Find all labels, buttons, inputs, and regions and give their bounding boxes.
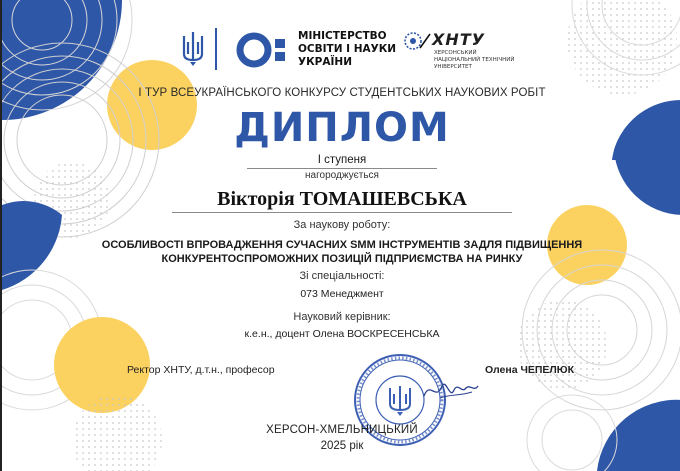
- work-title-line-1: ОСОБЛИВОСТІ ВПРОВАДЖЕННЯ СУЧАСНИХ SMM ІНСТРУМЕНТІВ ЗАДЛЯ ПІДВИЩЕННЯ: [101, 239, 583, 251]
- city: ХЕРСОН-ХМЕЛЬНИЦЬКИЙ: [266, 424, 418, 436]
- degree-underline: [247, 168, 437, 169]
- ministry-name: [298, 30, 396, 69]
- work-title-line-2: КОНКУРЕНТОСПРОМОЖНИХ ПОЗИЦІЙ ПІДПРИЄМСТВА НА РИНКУ: [161, 253, 523, 265]
- signer-title: Ректор ХНТУ, д.т.н., професор: [127, 364, 275, 376]
- recipient-underline: [172, 212, 512, 213]
- trident-icon: [180, 30, 206, 73]
- work-label: За наукову роботу:: [293, 219, 391, 231]
- awarded-label: нагороджується: [305, 170, 379, 181]
- university-line-1: ХЕРСОНСЬКИЙ: [434, 50, 477, 56]
- university-line-3: УНІВЕРСИТЕТ: [434, 64, 472, 70]
- supervisor-value: к.е.н., доцент Олена ВОСКРЕСЕНСЬКА: [244, 328, 440, 340]
- work-title: [2, 238, 680, 266]
- year: 2025 рік: [320, 440, 364, 452]
- university-logo-text: ХНТУ: [432, 30, 485, 49]
- ministry-logo-icon: [235, 30, 295, 75]
- university-logo-icon: [402, 30, 432, 57]
- university-name: [434, 50, 515, 71]
- recipient-name: Вікторія ТОМАШЕВСЬКА: [217, 188, 467, 210]
- university-line-2: НАЦІОНАЛЬНИЙ ТЕХНІЧНИЙ: [434, 57, 515, 63]
- ministry-line-3: УКРАЇНИ: [298, 56, 352, 68]
- signature-icon: [420, 372, 480, 411]
- specialty-label: Зі спеціальності:: [299, 270, 385, 282]
- signer-name: Олена ЧЕПЕЛЮК: [485, 364, 575, 376]
- diploma-title: ДИПЛОМ: [234, 105, 450, 151]
- ministry-line-1: МІНІСТЕРСТВО: [298, 30, 387, 42]
- specialty-value: 073 Менеджмент: [300, 288, 384, 300]
- supervisor-label: Науковий керівник:: [293, 311, 391, 323]
- ministry-line-2: ОСВІТИ І НАУКИ: [298, 43, 397, 55]
- header-divider: [215, 28, 217, 70]
- degree: І ступеня: [317, 154, 367, 166]
- background-decoration: [2, 0, 680, 471]
- contest-title: І ТУР ВСЕУКРАЇНСЬКОГО КОНКУРСУ СТУДЕНТСЬКИХ НАУКОВИХ РОБІТ: [138, 87, 546, 99]
